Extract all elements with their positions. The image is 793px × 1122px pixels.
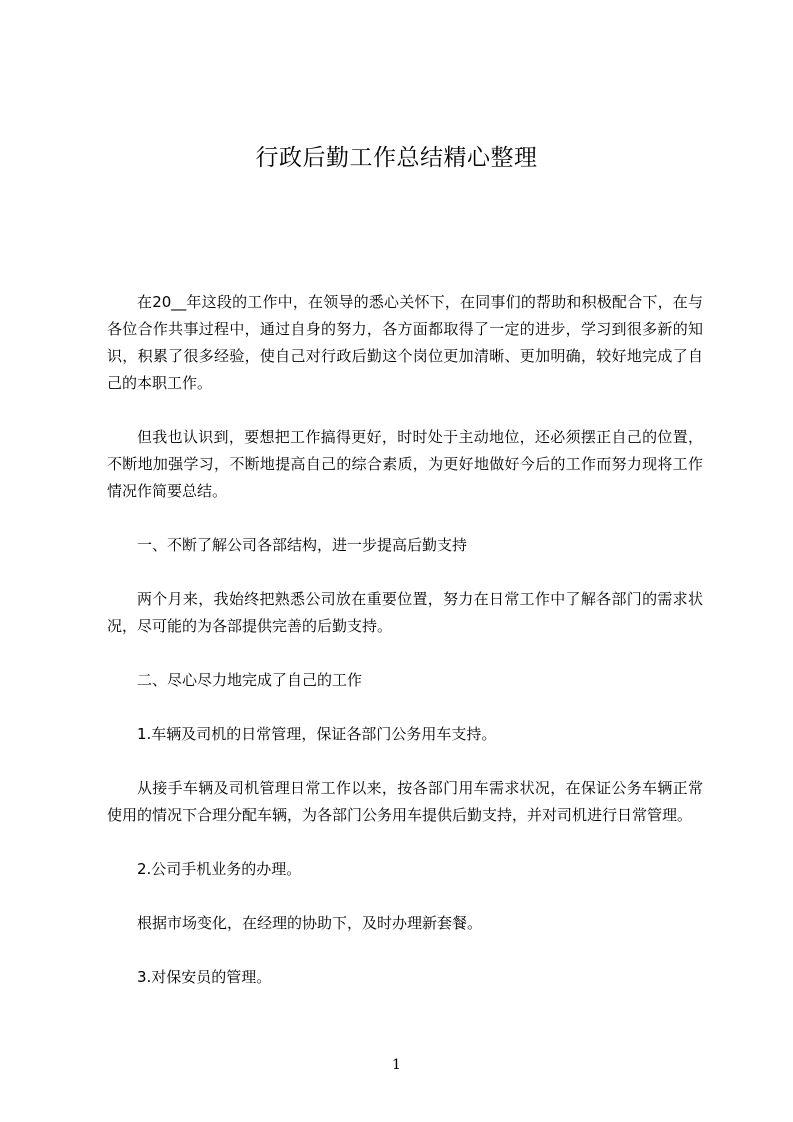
paragraph-vehicles: 从接手车辆及司机管理日常工作以来，按各部门用车需求状况，在保证公务车辆正常使用的情况下合理分配车辆，为各部门公务用车提供后勤支持，并对司机进行日常管理。 <box>107 779 703 824</box>
paragraph-intro: 在20__年这段的工作中，在领导的悉心关怀下，在同事们的帮助和积极配合下，在与各位合作共事过程中，通过自身的努力，各方面都取得了一定的进步，学习到很多新的知识，积累了很多经验，使自己对行政后勤这个岗位更加清晰、更加明确，较好地完成了自己的本职工作。 <box>107 293 703 392</box>
page-number: 1 <box>392 1057 401 1073</box>
subsection-heading-2: 2.公司手机业务的办理。 <box>137 860 302 878</box>
paragraph-reflection: 但我也认识到，要想把工作搞得更好，时时处于主动地位，还必须摆正自己的位置，不断地加强学习，不断地提高自己的综合素质，为更好地做好今后的工作而努力现将工作情况作简要总结。 <box>107 428 703 500</box>
subsection-heading-1: 1.车辆及司机的日常管理，保证各部门公务用车支持。 <box>137 725 497 743</box>
subsection-heading-3: 3.对保安员的管理。 <box>137 968 272 986</box>
paragraph-section-1: 两个月来，我始终把熟悉公司放在重要位置，努力在日常工作中了解各部门的需求状况，尽可能的为各部提供完善的后勤支持。 <box>107 590 703 635</box>
section-heading-1: 一、不断了解公司各部结构，进一步提高后勤支持 <box>137 536 468 554</box>
document-title: 行政后勤工作总结精心整理 <box>255 145 538 171</box>
paragraph-mobile: 根据市场变化，在经理的协助下，及时办理新套餐。 <box>137 914 483 932</box>
document-body <box>107 289 703 1018</box>
section-heading-2: 二、尽心尽力地完成了自己的工作 <box>137 671 363 689</box>
